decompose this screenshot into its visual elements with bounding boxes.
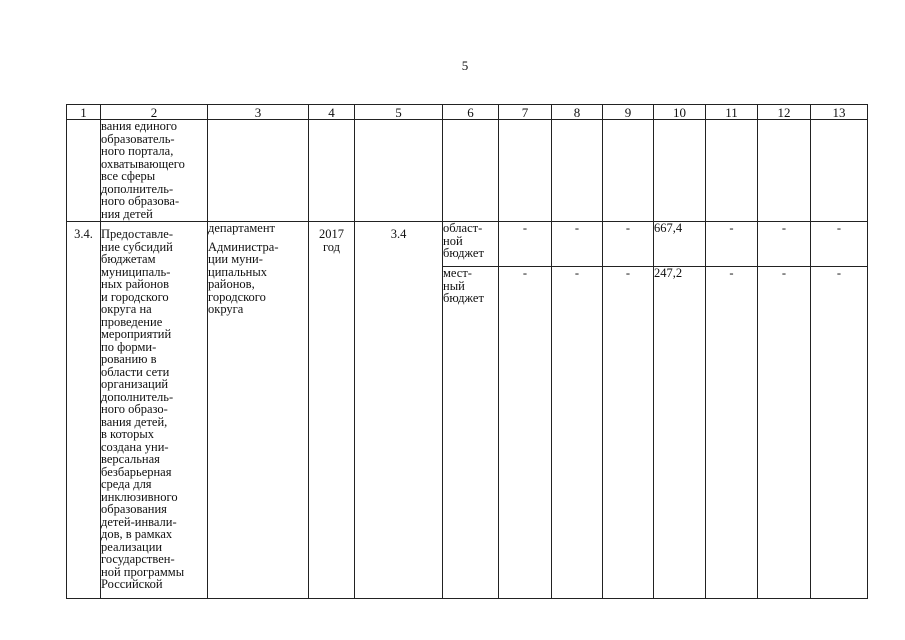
text-line: охватывающего	[101, 156, 185, 171]
text-line: ной программы	[101, 564, 185, 579]
text-line: дополнитель-	[101, 181, 174, 196]
text-line: в которых	[101, 427, 154, 441]
header-cell-2: 2	[101, 105, 208, 120]
text-line: все сферы	[101, 169, 156, 183]
data-table	[66, 104, 868, 599]
header-cell-12: 12	[758, 105, 811, 120]
text-line: бюджетам	[101, 252, 156, 266]
header-cell-6: 6	[443, 105, 499, 120]
value-cell: 667,4	[654, 222, 706, 267]
value-cell: -	[758, 222, 811, 267]
text-line: районов,	[208, 277, 255, 291]
empty-cell	[811, 120, 868, 222]
empty-cell	[654, 120, 706, 222]
header-cell-1: 1	[67, 105, 101, 120]
value-cell: -	[552, 267, 603, 599]
text-line: ного образова-	[101, 194, 180, 208]
text-line: области сети	[101, 364, 170, 379]
text-line: версальная	[101, 452, 160, 466]
header-cell-13: 13	[811, 105, 868, 120]
value-cell: -	[499, 267, 552, 599]
text-line: бюджет	[443, 291, 484, 305]
empty-cell	[706, 120, 758, 222]
value-cell: -	[603, 222, 654, 267]
text-line: год	[322, 239, 341, 254]
text-line: ние субсидий	[101, 239, 173, 254]
text-line: дополнитель-	[101, 389, 174, 404]
continuation-row	[67, 120, 868, 222]
row-description-cell	[101, 222, 208, 599]
text-line: ный	[443, 278, 465, 293]
text-line: детей-инвали-	[101, 514, 177, 529]
empty-cell	[208, 120, 309, 222]
text-line: 2017	[319, 227, 344, 241]
text-line: среда для	[101, 477, 152, 491]
continuation-description-cell	[101, 120, 208, 222]
row-number-cell: 3.4.	[67, 222, 101, 599]
value-cell: -	[758, 267, 811, 599]
text-line: государствен-	[101, 552, 175, 566]
text-line: ной	[443, 233, 463, 248]
text-line: по форми-	[101, 339, 157, 354]
header-cell-8: 8	[552, 105, 603, 120]
text-line: дов, в рамках	[101, 527, 173, 541]
continuation-number-cell	[67, 120, 101, 222]
text-line: округа на	[101, 302, 152, 316]
text-line: мероприятий	[101, 327, 172, 341]
value-cell: -	[811, 222, 868, 267]
empty-cell	[443, 120, 499, 222]
funding-source-cell	[443, 222, 499, 267]
value-cell: -	[552, 222, 603, 267]
empty-cell	[603, 120, 654, 222]
indicator-cell: 3.4	[355, 222, 443, 599]
text-line: вания единого	[101, 119, 177, 133]
text-line: ции муни-	[208, 252, 263, 266]
text-line: городского	[208, 289, 266, 304]
header-cell-7: 7	[499, 105, 552, 120]
header-cell-5: 5	[355, 105, 443, 120]
header-cell-3: 3	[208, 105, 309, 120]
empty-cell	[355, 120, 443, 222]
text-line: ния детей	[101, 206, 153, 221]
value-cell: -	[811, 267, 868, 599]
value-cell: -	[603, 267, 654, 599]
row-3-4-regional	[67, 222, 868, 267]
text-line: Российской	[101, 577, 163, 591]
header-cell-9: 9	[603, 105, 654, 120]
text-line: реализации	[101, 539, 163, 554]
empty-cell	[758, 120, 811, 222]
text-line: организаций	[101, 377, 169, 391]
empty-cell	[552, 120, 603, 222]
executor-first: департамент	[208, 221, 276, 235]
text-line: област-	[443, 221, 483, 235]
value-cell: -	[499, 222, 552, 267]
text-line: создана уни-	[101, 439, 169, 454]
text-line: образователь-	[101, 131, 175, 146]
value-cell: -	[706, 222, 758, 267]
header-row	[67, 105, 868, 120]
text-line: и городского	[101, 289, 169, 304]
text-line: образования	[101, 502, 167, 516]
text-line: бюджет	[443, 246, 484, 260]
text-line: округа	[208, 302, 244, 316]
executor-cell	[208, 222, 309, 599]
text-line: Администра-	[208, 239, 279, 254]
text-line: Предоставле-	[101, 227, 173, 241]
year-cell	[309, 222, 355, 599]
text-line: мест-	[443, 266, 472, 280]
text-line: вания детей,	[101, 414, 168, 429]
text-line: ных районов	[101, 277, 170, 291]
text-line: ципальных	[208, 264, 268, 279]
value-cell: 247,2	[654, 267, 706, 599]
empty-cell	[309, 120, 355, 222]
header-cell-10: 10	[654, 105, 706, 120]
header-cell-4: 4	[309, 105, 355, 120]
text-line: ного портала,	[101, 144, 174, 158]
value-cell: -	[706, 267, 758, 599]
text-line: ного образо-	[101, 402, 168, 416]
funding-source-cell	[443, 267, 499, 599]
text-line: муниципаль-	[101, 264, 171, 279]
text-line: безбарьерная	[101, 464, 172, 479]
empty-cell	[499, 120, 552, 222]
page-number: 5	[461, 58, 469, 73]
text-line: проведение	[101, 314, 163, 329]
header-cell-11: 11	[706, 105, 758, 120]
text-line: инклюзивного	[101, 489, 178, 504]
text-line: рованию в	[101, 352, 157, 366]
